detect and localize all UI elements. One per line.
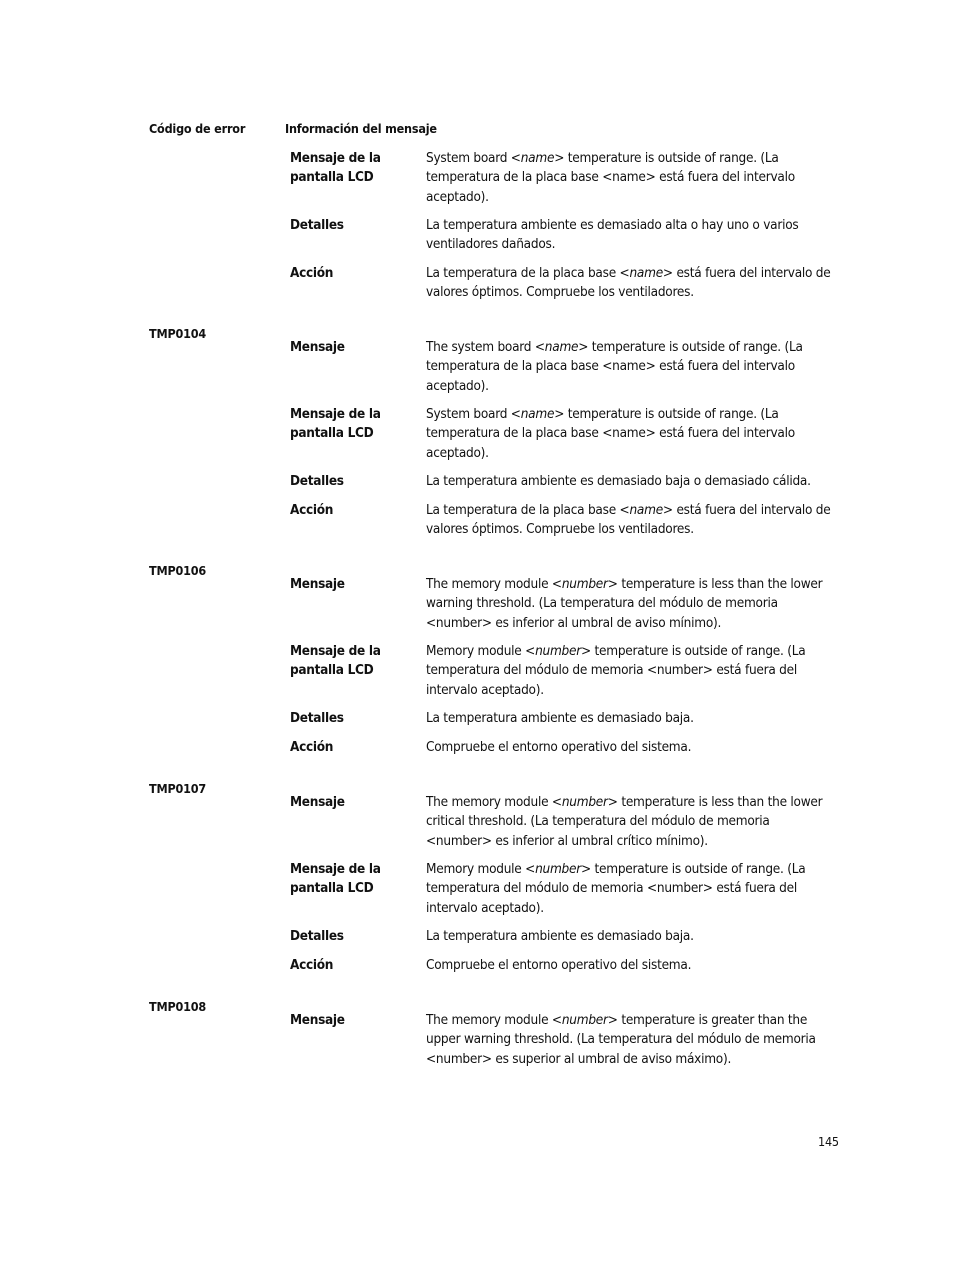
- error-code: TMP0104: [149, 326, 207, 341]
- row-value: Compruebe el entorno operativo del sistema.: [426, 739, 692, 755]
- row-label: Mensaje: [290, 1012, 345, 1028]
- row-value: La temperatura ambiente es demasiado baja.: [426, 710, 694, 726]
- row-label: Acción: [290, 957, 334, 973]
- row-label: Mensaje de la pantalla LCD: [290, 861, 381, 897]
- row-value: Compruebe el entorno operativo del sistema.: [426, 957, 692, 973]
- row-value: The system board <name> temperature is outside of range. (La temperatura de la placa base <name> está fuera del intervalo aceptado).: [426, 339, 803, 394]
- row-label: Acción: [290, 265, 334, 281]
- row-value: The memory module <number> temperature is less than the lower warning threshold. (La temperatura del módulo de memoria <number> es inferior al umbral de aviso mínimo).: [426, 576, 823, 631]
- row-value: La temperatura de la placa base <name> está fuera del intervalo de valores óptimos. Compruebe los ventiladores.: [426, 502, 831, 538]
- row-value: System board <name> temperature is outside of range. (La temperatura de la placa base <name> está fuera del intervalo aceptado).: [426, 150, 795, 205]
- row-label: Detalles: [290, 928, 344, 944]
- column-header-error-code: Código de error: [149, 121, 246, 136]
- row-label: Acción: [290, 739, 334, 755]
- row-label: Detalles: [290, 710, 344, 726]
- row-label: Detalles: [290, 473, 344, 489]
- row-label: Mensaje: [290, 339, 345, 355]
- row-value: Memory module <number> temperature is outside of range. (La temperatura del módulo de memoria <number> está fuera del intervalo aceptado).: [426, 643, 806, 698]
- row-value: System board <name> temperature is outside of range. (La temperatura de la placa base <name> está fuera del intervalo aceptado).: [426, 406, 795, 461]
- row-label: Mensaje de la pantalla LCD: [290, 406, 381, 442]
- row-value: La temperatura de la placa base <name> está fuera del intervalo de valores óptimos. Compruebe los ventiladores.: [426, 265, 831, 301]
- row-value: Memory module <number> temperature is outside of range. (La temperatura del módulo de memoria <number> está fuera del intervalo aceptado).: [426, 861, 806, 916]
- row-label: Detalles: [290, 217, 344, 233]
- row-label: Acción: [290, 502, 334, 518]
- error-code: TMP0108: [149, 999, 207, 1014]
- page-number: 145: [818, 1134, 839, 1149]
- error-code: TMP0106: [149, 563, 207, 578]
- row-value: The memory module <number> temperature is less than the lower critical threshold. (La temperatura del módulo de memoria <number> es inferior al umbral crítico mínimo).: [426, 794, 823, 849]
- row-label: Mensaje: [290, 794, 345, 810]
- row-value: The memory module <number> temperature is greater than the upper warning threshold. (La temperatura del módulo de memoria <number> es superior al umbral de aviso máximo).: [426, 1012, 816, 1067]
- row-value: La temperatura ambiente es demasiado baja o demasiado cálida.: [426, 473, 811, 489]
- row-value: La temperatura ambiente es demasiado baja.: [426, 928, 694, 944]
- row-value: La temperatura ambiente es demasiado alta o hay uno o varios ventiladores dañados.: [426, 217, 799, 253]
- row-label: Mensaje de la pantalla LCD: [290, 150, 381, 186]
- row-label: Mensaje: [290, 576, 345, 592]
- error-code: TMP0107: [149, 781, 207, 796]
- column-header-message-info: Información del mensaje: [285, 121, 437, 136]
- row-label: Mensaje de la pantalla LCD: [290, 643, 381, 679]
